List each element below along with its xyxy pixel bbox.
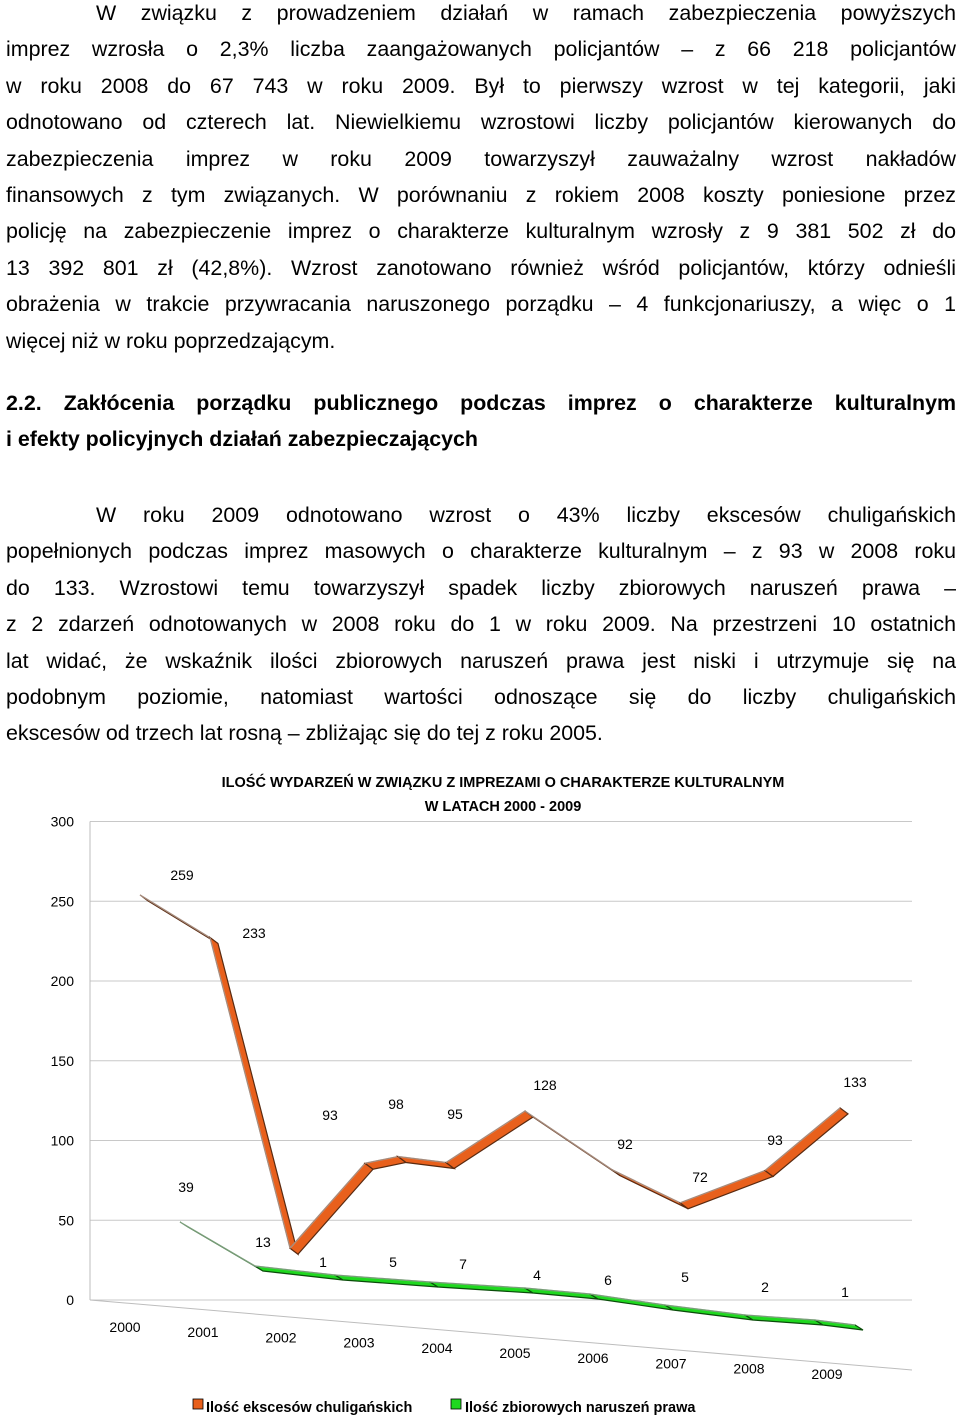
body-paragraph bbox=[6, 497, 956, 752]
x-tick-label: 2008 bbox=[733, 1360, 765, 1377]
paragraph-line: popełnionych podczas imprez masowych o charakterze kulturalnym – z 93 w 2008 roku bbox=[6, 539, 956, 564]
paragraph-line: obrażenia w trakcie przywracania naruszonego porządku – 4 funkcjonariuszy, a więc o 1 bbox=[6, 292, 956, 317]
hooligan-data-label: 93 bbox=[322, 1107, 338, 1123]
y-tick-label: 200 bbox=[50, 973, 74, 989]
x-tick-label: 2006 bbox=[577, 1350, 609, 1367]
paragraph-line: 13 392 801 zł (42,8%). Wzrost zanotowano również wśród policjantów, którzy odnieśli bbox=[6, 255, 956, 280]
intro-paragraph bbox=[6, 0, 956, 359]
paragraph-line: z 2 zdarzeń odnotowanych w 2008 roku do 1 w roku 2009. Na przestrzeni 10 ostatnich bbox=[6, 612, 956, 637]
legend-label-collective: Ilość zbiorowych naruszeń prawa bbox=[465, 1400, 696, 1416]
x-tick-label: 2002 bbox=[265, 1329, 297, 1346]
chart-legend bbox=[193, 1399, 696, 1416]
hooligan-series-highlight bbox=[612, 1170, 680, 1203]
y-tick-label: 0 bbox=[66, 1292, 74, 1308]
hooligan-data-label: 133 bbox=[843, 1074, 867, 1090]
hooligan-data-label: 233 bbox=[242, 925, 266, 941]
paragraph-line: podobnym poziomie, natomiast wartości odnoszące się do liczby chuligańskich bbox=[6, 685, 956, 710]
y-tick-label: 300 bbox=[50, 813, 74, 830]
hooligan-data-label: 92 bbox=[617, 1136, 633, 1152]
collective-data-label: 7 bbox=[459, 1256, 467, 1272]
hooligan-data-label: 72 bbox=[692, 1169, 708, 1185]
collective-data-label: 4 bbox=[533, 1267, 541, 1283]
collective-data-label: 5 bbox=[681, 1269, 689, 1285]
legend-label-hooligan: Ilość ekscesów chuligańskich bbox=[206, 1400, 413, 1416]
hooligan-data-label: 39 bbox=[178, 1179, 194, 1195]
paragraph-line: odnotowano od czterech lat. Niewielkiemu wzrostowi liczby policjantów kierowanych do bbox=[6, 110, 956, 135]
y-tick-label: 250 bbox=[50, 893, 74, 910]
chart-data-labels bbox=[170, 867, 867, 1300]
section-heading-line: i efekty policyjnych działań zabezpieczających bbox=[6, 427, 478, 451]
paragraph-line: więcej niż w roku poprzedzającym. bbox=[6, 328, 336, 353]
paragraph-line: policję na zabezpieczenie imprez o charakterze kulturalnym wzrosły z 9 381 502 zł do bbox=[6, 219, 956, 244]
events-line-chart bbox=[0, 760, 960, 1417]
collective-data-label: 5 bbox=[389, 1254, 397, 1270]
x-tick-label: 2001 bbox=[187, 1324, 219, 1341]
collective-data-label: 6 bbox=[604, 1272, 612, 1288]
x-tick-label: 2009 bbox=[811, 1365, 843, 1382]
paragraph-line: ekscesów od trzech lat rosną – zbliżając się do tej z roku 2005. bbox=[6, 721, 603, 746]
hooligan-data-label: 93 bbox=[767, 1132, 783, 1148]
collective-data-label: 2 bbox=[761, 1279, 769, 1295]
section-heading bbox=[6, 385, 956, 457]
section-heading-line: 2.2. Zakłócenia porządku publicznego podczas imprez o charakterze kulturalnym bbox=[6, 391, 956, 415]
x-tick-label: 2003 bbox=[343, 1334, 375, 1351]
paragraph-line: finansowych z tym związanych. W porównaniu z rokiem 2008 koszty poniesione przez bbox=[6, 183, 956, 208]
hooligan-data-label: 259 bbox=[170, 867, 194, 883]
x-tick-label: 2007 bbox=[655, 1355, 687, 1372]
hooligan-data-label: 95 bbox=[447, 1106, 463, 1122]
paragraph-line: zabezpieczenia imprez w roku 2009 towarzyszył zauważalny wzrost nakładów bbox=[6, 146, 956, 171]
y-tick-label: 100 bbox=[50, 1132, 74, 1149]
chart-grid bbox=[90, 822, 912, 1301]
hooligan-data-label: 98 bbox=[388, 1096, 404, 1112]
x-tick-label: 2004 bbox=[421, 1339, 453, 1356]
paragraph-line: do 133. Wzrostowi temu towarzyszył spadek liczby zbiorowych naruszeń prawa – bbox=[6, 575, 956, 600]
hooligan-series-highlight bbox=[290, 1163, 365, 1248]
x-tick-label: 2005 bbox=[499, 1345, 531, 1361]
hooligan-data-label: 128 bbox=[533, 1077, 557, 1093]
y-tick-label: 50 bbox=[58, 1212, 74, 1229]
paragraph-line: imprez wzrosła o 2,3% liczba zaangażowanych policjantów – z 66 218 policjantów bbox=[6, 37, 956, 62]
x-tick-label: 2000 bbox=[109, 1319, 141, 1335]
hooligan-series-segment bbox=[290, 1163, 373, 1254]
collective-data-label: 13 bbox=[255, 1234, 271, 1250]
legend-swatch-collective bbox=[451, 1399, 461, 1409]
hooligan-series-highlight bbox=[210, 938, 290, 1249]
collective-data-label: 1 bbox=[841, 1284, 849, 1300]
chart-axes bbox=[51, 814, 912, 1382]
paragraph-line: lat widać, że wskaźnik ilości zbiorowych naruszeń prawa jest niski i utrzymuje się na bbox=[6, 648, 956, 673]
chart-title-line2: W LATACH 2000 - 2009 bbox=[424, 799, 582, 815]
collective-series-highlight bbox=[180, 1222, 255, 1266]
paragraph-line: W roku 2009 odnotowano wzrost o 43% liczby ekscesów chuligańskich bbox=[96, 503, 956, 527]
collective-data-label: 1 bbox=[319, 1254, 327, 1270]
hooligan-series-segment bbox=[210, 938, 298, 1255]
legend-swatch-hooligan bbox=[193, 1399, 203, 1409]
y-tick-label: 150 bbox=[50, 1052, 74, 1069]
paragraph-line: w roku 2008 do 67 743 w roku 2009. Był to pierwszy wzrost w tej kategorii, jaki bbox=[6, 73, 956, 98]
chart-title-line1: ILOŚĆ WYDARZEŃ W ZWIĄZKU Z IMPREZAMI O CHARAKTERZE KULTURALNYM bbox=[221, 775, 785, 791]
paragraph-line: W związku z prowadzeniem działań w ramach zabezpieczenia powyższych bbox=[96, 1, 956, 25]
chart-series bbox=[140, 895, 863, 1330]
